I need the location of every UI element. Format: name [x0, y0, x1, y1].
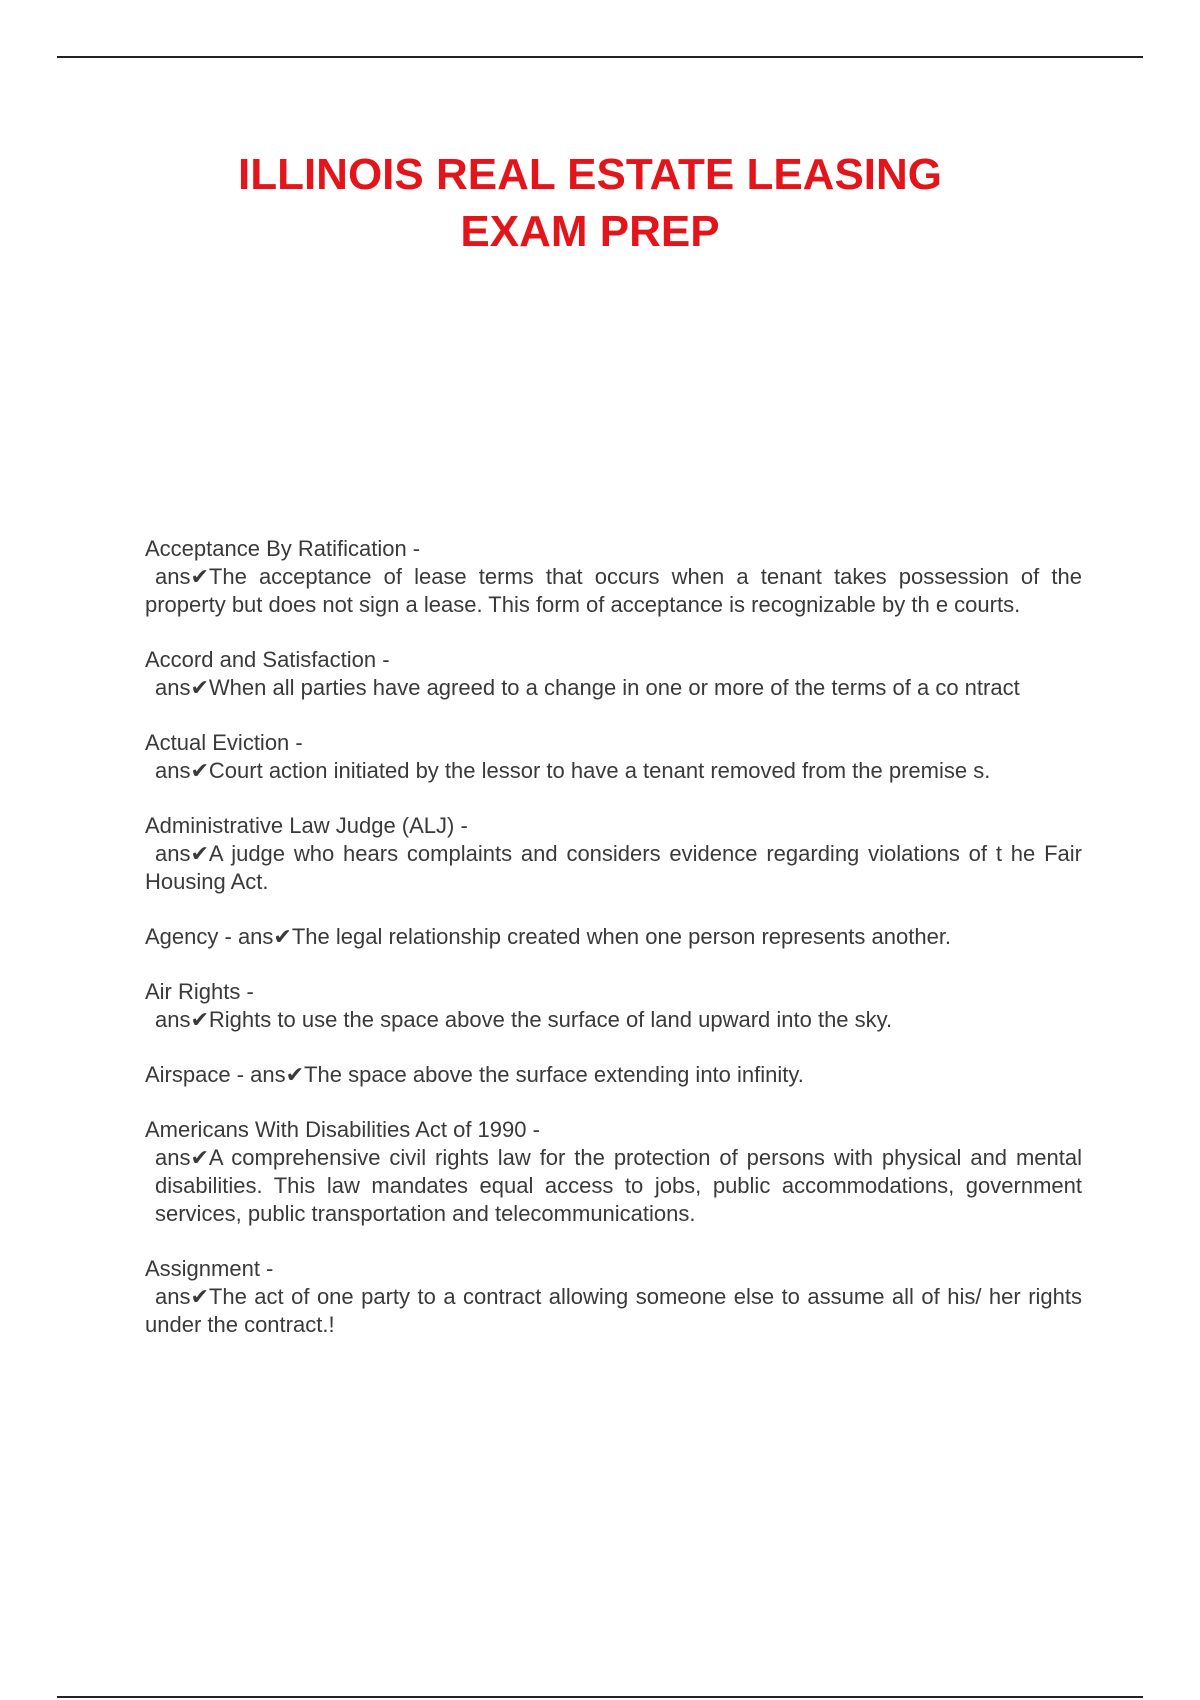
definition: ans✔Rights to use the space above the surface of land upward into the sky.	[155, 1007, 893, 1032]
term: Air Rights -	[145, 979, 254, 1004]
definition: ans✔When all parties have agreed to a change in one or more of the terms of a co ntract	[155, 675, 1020, 700]
term: Administrative Law Judge (ALJ) -	[145, 813, 468, 838]
definition: ans✔The space above the surface extending into infinity.	[250, 1062, 804, 1087]
definition: ans✔A judge who hears complaints and considers evidence regarding violations of t he Fair Housing Act.	[145, 841, 1082, 894]
definition: ans✔The legal relationship created when one person represents another.	[237, 924, 952, 949]
top-rule	[57, 56, 1143, 58]
flashcard-entry	[145, 923, 1082, 951]
term: Airspace -	[145, 1062, 251, 1087]
flashcard-entry	[145, 812, 1082, 896]
term: Assignment -	[145, 1256, 274, 1281]
definition: ans✔The act of one party to a contract allowing someone else to assume all of his/ her rights under the contract.!	[145, 1284, 1082, 1337]
term: Accord and Satisfaction -	[145, 647, 390, 672]
definition: ans✔Court action initiated by the lessor to have a tenant removed from the premise s.	[155, 758, 991, 783]
title-line-1: ILLINOIS REAL ESTATE LEASING	[237, 150, 943, 199]
document-title	[80, 146, 1100, 260]
flashcard-entry	[145, 535, 1082, 619]
term: Actual Eviction -	[145, 730, 303, 755]
title-line-2: EXAM PREP	[460, 207, 720, 256]
definition: ans✔The acceptance of lease terms that occurs when a tenant takes possession of the property but does not sign a lease. This form of acceptance is recognizable by th e courts.	[145, 564, 1082, 617]
bottom-rule	[57, 1696, 1143, 1698]
term: Agency -	[145, 924, 238, 949]
flashcard-entry	[145, 1255, 1082, 1339]
definition: ans✔A comprehensive civil rights law for the protection of persons with physical and mental disabilities. This law mandates equal access to jobs, public accommodations, government services, public transportation and telecommunications.	[155, 1145, 1082, 1226]
flashcard-list	[145, 535, 1082, 1366]
flashcard-entry	[145, 729, 1082, 785]
flashcard-entry	[145, 1116, 1082, 1228]
term: Americans With Disabilities Act of 1990 -	[145, 1117, 540, 1142]
term: Acceptance By Ratification -	[145, 536, 421, 561]
flashcard-entry	[145, 646, 1082, 702]
flashcard-entry	[145, 1061, 1082, 1089]
flashcard-entry	[145, 978, 1082, 1034]
